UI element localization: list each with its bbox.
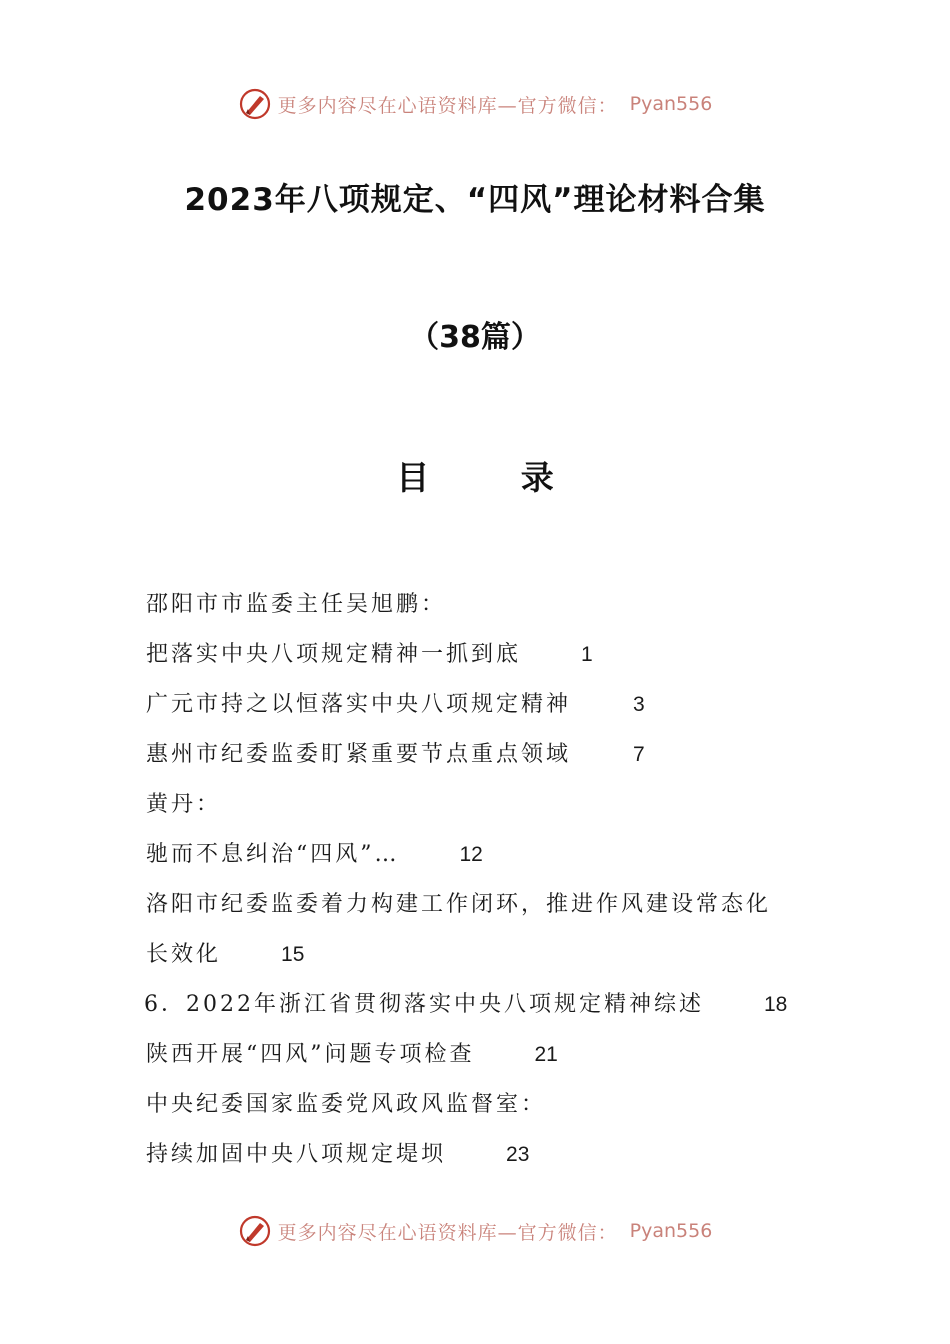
toc-entry-page: 23	[506, 1143, 530, 1166]
watermark-wechat-id: Pyan556	[629, 1220, 713, 1242]
table-of-contents	[146, 580, 826, 1180]
toc-entry[interactable]	[146, 880, 826, 930]
toc-entry-text: 陕西开展“四风”问题专项检查	[146, 1042, 475, 1067]
toc-entry-text: 6．2022年浙江省贯彻落实中央八项规定精神综述	[144, 992, 704, 1017]
toc-entry-text: 广元市持之以恒落实中央八项规定精神	[146, 692, 572, 717]
toc-entry-text: 长效化	[146, 942, 222, 967]
toc-entry[interactable]	[146, 1130, 826, 1180]
toc-entry-text: 把落实中央八项规定精神一抓到底	[146, 642, 522, 667]
toc-entry-text: 洛阳市纪委监委着力构建工作闭环，推进作风建设常态化	[146, 892, 772, 917]
toc-entry[interactable]	[146, 730, 826, 780]
toc-entry-page: 15	[281, 943, 305, 966]
watermark-text: 更多内容尽在心语资料库—官方微信：	[277, 94, 618, 117]
toc-entry-page: 18	[764, 993, 788, 1016]
watermark-footer	[0, 1211, 950, 1251]
toc-entry[interactable]	[146, 930, 826, 980]
toc-entry-page: 7	[633, 743, 645, 766]
toc-entry-page: 12	[459, 843, 483, 866]
toc-entry-text: 持续加固中央八项规定堤坝	[146, 1142, 447, 1167]
document-subtitle: （38篇）	[409, 320, 541, 355]
watermark-wechat-id: Pyan556	[629, 93, 713, 115]
toc-entry[interactable]	[146, 630, 826, 680]
toc-heading: 目 录	[396, 458, 594, 497]
pen-circle-logo-icon	[238, 87, 272, 121]
watermark-header	[0, 84, 950, 124]
toc-entry[interactable]	[146, 780, 826, 830]
toc-entry[interactable]	[146, 1030, 826, 1080]
toc-entry[interactable]	[146, 1080, 826, 1130]
toc-entry-page: 3	[633, 693, 645, 716]
toc-entry-text: 邵阳市市监委主任吴旭鹏：	[146, 592, 447, 617]
toc-entry-text: 黄丹：	[146, 792, 222, 817]
toc-entry-text: 驰而不息纠治“四风”…	[146, 842, 400, 867]
toc-entry[interactable]	[146, 830, 826, 880]
toc-entry-page: 21	[534, 1043, 558, 1066]
pen-circle-logo-icon	[238, 1214, 272, 1248]
toc-entry-text: 惠州市纪委监委盯紧重要节点重点领域	[146, 742, 572, 767]
toc-entry-text: 中央纪委国家监委党风政风监督室：	[146, 1092, 547, 1117]
document-title: 2023年八项规定、“四风”理论材料合集	[184, 182, 766, 218]
toc-entry[interactable]	[144, 980, 826, 1030]
toc-entry[interactable]	[146, 680, 826, 730]
watermark-text: 更多内容尽在心语资料库—官方微信：	[277, 1221, 618, 1244]
toc-entry-page: 1	[581, 643, 593, 666]
toc-entry[interactable]	[146, 580, 826, 630]
